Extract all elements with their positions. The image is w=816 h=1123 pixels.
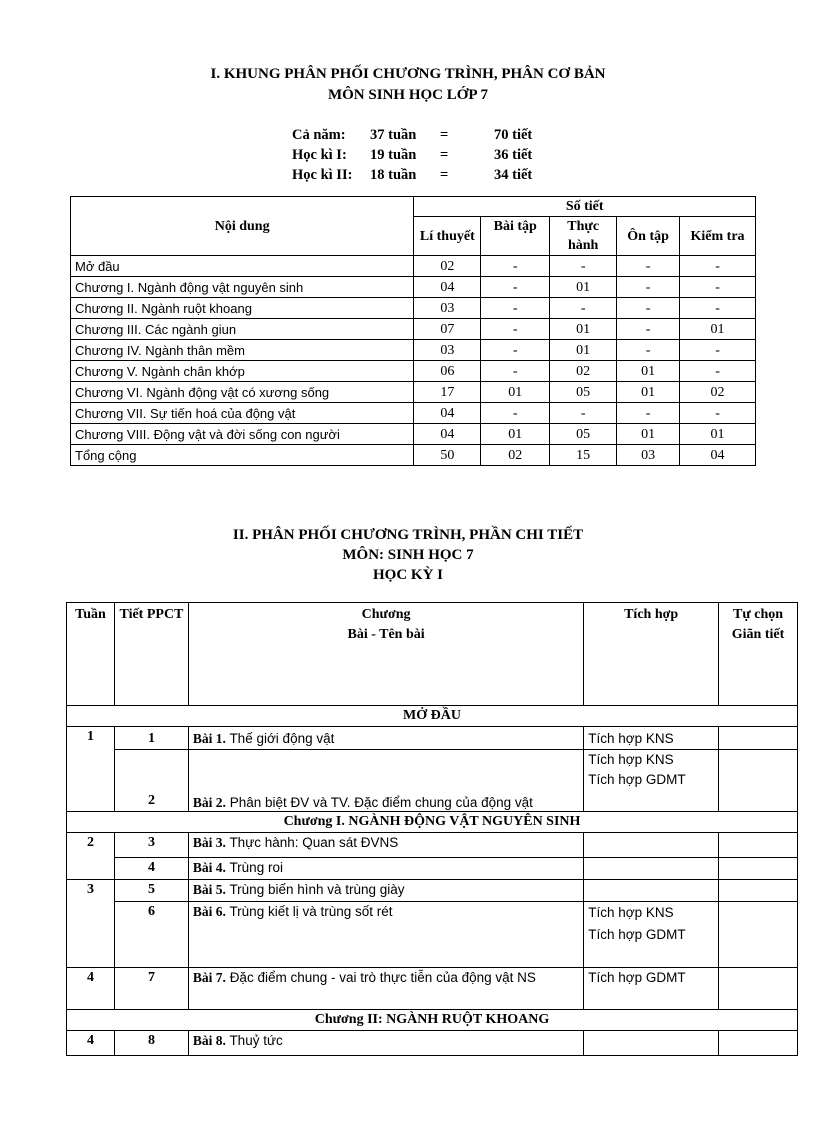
period-value: - (481, 340, 550, 361)
lesson-title: Thế giới động vật (229, 731, 335, 746)
header-content: Nội dung (71, 197, 414, 256)
week-cell: 4 (67, 1031, 115, 1056)
row-label: Chương V. Ngành chân khớp (71, 361, 414, 382)
section-row: MỞ ĐẦU (67, 706, 798, 727)
period-value: - (617, 319, 680, 340)
period-value: 01 (550, 319, 617, 340)
period-value: - (481, 277, 550, 298)
period-value: - (680, 298, 756, 319)
section2-title: II. PHÂN PHỐI CHƯƠNG TRÌNH, PHẦN CHI TIẾT (232, 527, 584, 543)
header-col: Lí thuyết (414, 217, 481, 256)
header-ppct: Tiết PPCT (114, 603, 188, 706)
period-value: - (617, 298, 680, 319)
summary-row (292, 165, 532, 185)
overview-row (71, 340, 756, 361)
overview-table-body (71, 256, 756, 466)
summary-label: Cả năm: (292, 127, 346, 143)
lesson-number: Bài 8. (192, 1033, 226, 1048)
period-value: 01 (680, 424, 756, 445)
header-col: Bài tập (481, 217, 550, 256)
lesson-number: Bài 1. (192, 731, 226, 746)
period-value: - (680, 277, 756, 298)
period-value: 02 (414, 256, 481, 277)
overview-row (71, 298, 756, 319)
lesson-cell (188, 968, 583, 1010)
elective-cell (719, 858, 798, 880)
row-label: Chương I. Ngành động vật nguyên sinh (71, 277, 414, 298)
integration-cell (584, 858, 719, 880)
period-value: 03 (414, 298, 481, 319)
row-label: Tổng cộng (71, 445, 414, 466)
period-value: - (550, 256, 617, 277)
elective-cell (719, 727, 798, 750)
lesson-title: Phân biệt ĐV và TV. Đặc điểm chung của động vật (229, 795, 533, 810)
overview-table (70, 196, 756, 466)
period-cell: 3 (114, 833, 188, 858)
elective-cell (719, 968, 798, 1010)
week-cell: 2 (67, 833, 115, 880)
section1-subtitle: MÔN SINH HỌC LỚP 7 (327, 87, 488, 103)
period-value: 01 (481, 382, 550, 403)
lesson-number: Bài 2. (192, 795, 226, 810)
lesson-number: Bài 7. (192, 970, 226, 985)
lesson-number: Bài 5. (192, 882, 226, 897)
summary-label: Học kì II: (292, 167, 353, 183)
summary-periods: 34 tiết (494, 167, 533, 183)
overview-row (71, 445, 756, 466)
period-value: - (680, 361, 756, 382)
integration-cell (584, 968, 719, 1010)
period-value: 03 (414, 340, 481, 361)
overview-row (71, 277, 756, 298)
period-value: 01 (617, 424, 680, 445)
period-value: - (680, 256, 756, 277)
summary-eq: = (440, 127, 449, 143)
period-cell: 2 (114, 750, 188, 812)
period-value: - (680, 340, 756, 361)
overview-row (71, 361, 756, 382)
lesson-title: Thuỷ tức (229, 1033, 283, 1048)
week-cell: 3 (67, 880, 115, 968)
period-value: - (481, 361, 550, 382)
integration-cell (584, 880, 719, 902)
period-value: 02 (481, 445, 550, 466)
section2-subtitle: MÔN: SINH HỌC 7 (342, 547, 474, 563)
header-lesson: Bài - Tên bài (347, 627, 425, 642)
period-value: - (617, 403, 680, 424)
week-cell: 1 (67, 727, 115, 812)
overview-row (71, 256, 756, 277)
lesson-title: Đặc điểm chung - vai trò thực tiễn của động vật NS (229, 970, 536, 985)
row-label: Chương IV. Ngành thân mềm (71, 340, 414, 361)
overview-row (71, 382, 756, 403)
lesson-cell (188, 727, 583, 750)
integration-cell (584, 902, 719, 968)
summary-periods: 70 tiết (494, 127, 533, 143)
lesson-title: Trùng biến hình và trùng giày (229, 882, 405, 897)
integration-cell (584, 833, 719, 858)
period-value: - (481, 256, 550, 277)
elective-cell (719, 750, 798, 812)
lesson-cell (188, 750, 583, 812)
lesson-number: Bài 4. (192, 860, 226, 875)
period-value: 06 (414, 361, 481, 382)
integration-item: Tích hợp KNS (588, 731, 674, 746)
integration-item: Tích hợp GDMT (588, 772, 686, 787)
lesson-cell (188, 1031, 583, 1056)
elective-cell (719, 833, 798, 858)
elective-cell (719, 902, 798, 968)
section-row: Chương I. NGÀNH ĐỘNG VẬT NGUYÊN SINH (67, 812, 798, 833)
period-value: 04 (680, 445, 756, 466)
period-value: 04 (414, 424, 481, 445)
period-cell: 6 (114, 902, 188, 968)
week-cell: 4 (67, 968, 115, 1010)
header-chapter-lesson (188, 603, 583, 706)
period-cell: 4 (114, 858, 188, 880)
summary-label: Học kì I: (292, 147, 347, 163)
period-value: - (550, 298, 617, 319)
period-value: 05 (550, 382, 617, 403)
summary-weeks: 18 tuần (370, 167, 417, 183)
summary-row (292, 145, 532, 165)
period-value: - (481, 298, 550, 319)
summary-periods: 36 tiết (494, 147, 533, 163)
lesson-cell (188, 833, 583, 858)
lesson-cell (188, 902, 583, 968)
period-value: 03 (617, 445, 680, 466)
header-col: Kiểm tra (680, 217, 756, 256)
lesson-title: Trùng kiết lị và trùng sốt rét (229, 904, 393, 919)
period-value: 05 (550, 424, 617, 445)
period-value: 15 (550, 445, 617, 466)
row-label: Chương VI. Ngành động vật có xương sống (71, 382, 414, 403)
period-value: - (617, 277, 680, 298)
period-value: - (550, 403, 617, 424)
overview-row (71, 319, 756, 340)
header-integration: Tích hợp (584, 603, 719, 706)
period-value: 01 (680, 319, 756, 340)
detail-table (66, 602, 798, 1056)
header-periods-group: Số tiết (414, 197, 756, 217)
lesson-cell (188, 880, 583, 902)
period-value: 17 (414, 382, 481, 403)
row-label: Chương III. Các ngành giun (71, 319, 414, 340)
period-cell: 1 (114, 727, 188, 750)
summary-block (292, 125, 532, 185)
integration-cell (584, 1031, 719, 1056)
summary-weeks: 19 tuần (370, 147, 417, 163)
header-col: Thực hành (550, 217, 617, 256)
integration-item: Tích hợp GDMT (588, 927, 686, 942)
summary-eq: = (440, 147, 449, 163)
lesson-number: Bài 3. (192, 835, 226, 850)
lesson-title: Thực hành: Quan sát ĐVNS (229, 835, 399, 850)
period-value: 04 (414, 277, 481, 298)
period-value: 01 (481, 424, 550, 445)
header-col: Ôn tập (617, 217, 680, 256)
period-value: 01 (617, 382, 680, 403)
period-value: 02 (550, 361, 617, 382)
period-value: 01 (550, 340, 617, 361)
elective-cell (719, 880, 798, 902)
row-label: Chương VII. Sự tiến hoá của động vật (71, 403, 414, 424)
period-value: 07 (414, 319, 481, 340)
integration-item: Tích hợp KNS (588, 905, 674, 920)
integration-cell (584, 750, 719, 812)
period-cell: 7 (114, 968, 188, 1010)
integration-item: Tích hợp KNS (588, 752, 674, 767)
section-row: Chương II: NGÀNH RUỘT KHOANG (67, 1010, 798, 1031)
summary-row (292, 125, 532, 145)
lesson-title: Trùng roi (229, 860, 283, 875)
period-value: 01 (550, 277, 617, 298)
period-value: 02 (680, 382, 756, 403)
row-label: Mở đầu (71, 256, 414, 277)
period-value: 01 (617, 361, 680, 382)
header-week: Tuần (67, 603, 115, 706)
lesson-number: Bài 6. (192, 904, 226, 919)
period-value: - (617, 340, 680, 361)
period-cell: 8 (114, 1031, 188, 1056)
overview-row (71, 403, 756, 424)
period-value: - (680, 403, 756, 424)
section2-semester: HỌC KỲ I (372, 567, 443, 583)
overview-row (71, 424, 756, 445)
period-value: 04 (414, 403, 481, 424)
header-elective: Tự chọn Giãn tiết (719, 603, 798, 706)
section1-title: I. KHUNG PHÂN PHỐI CHƯƠNG TRÌNH, PHÂN CƠ BẢN (210, 66, 606, 82)
lesson-cell (188, 858, 583, 880)
period-value: - (481, 403, 550, 424)
row-label: Chương VIII. Động vật và đời sống con người (71, 424, 414, 445)
period-value: - (481, 319, 550, 340)
integration-item: Tích hợp GDMT (588, 970, 686, 985)
summary-eq: = (440, 167, 449, 183)
period-value: 50 (414, 445, 481, 466)
period-value: - (617, 256, 680, 277)
elective-cell (719, 1031, 798, 1056)
header-chapter: Chương (361, 607, 411, 622)
integration-cell (584, 727, 719, 750)
summary-weeks: 37 tuần (370, 127, 417, 143)
period-cell: 5 (114, 880, 188, 902)
row-label: Chương II. Ngành ruột khoang (71, 298, 414, 319)
